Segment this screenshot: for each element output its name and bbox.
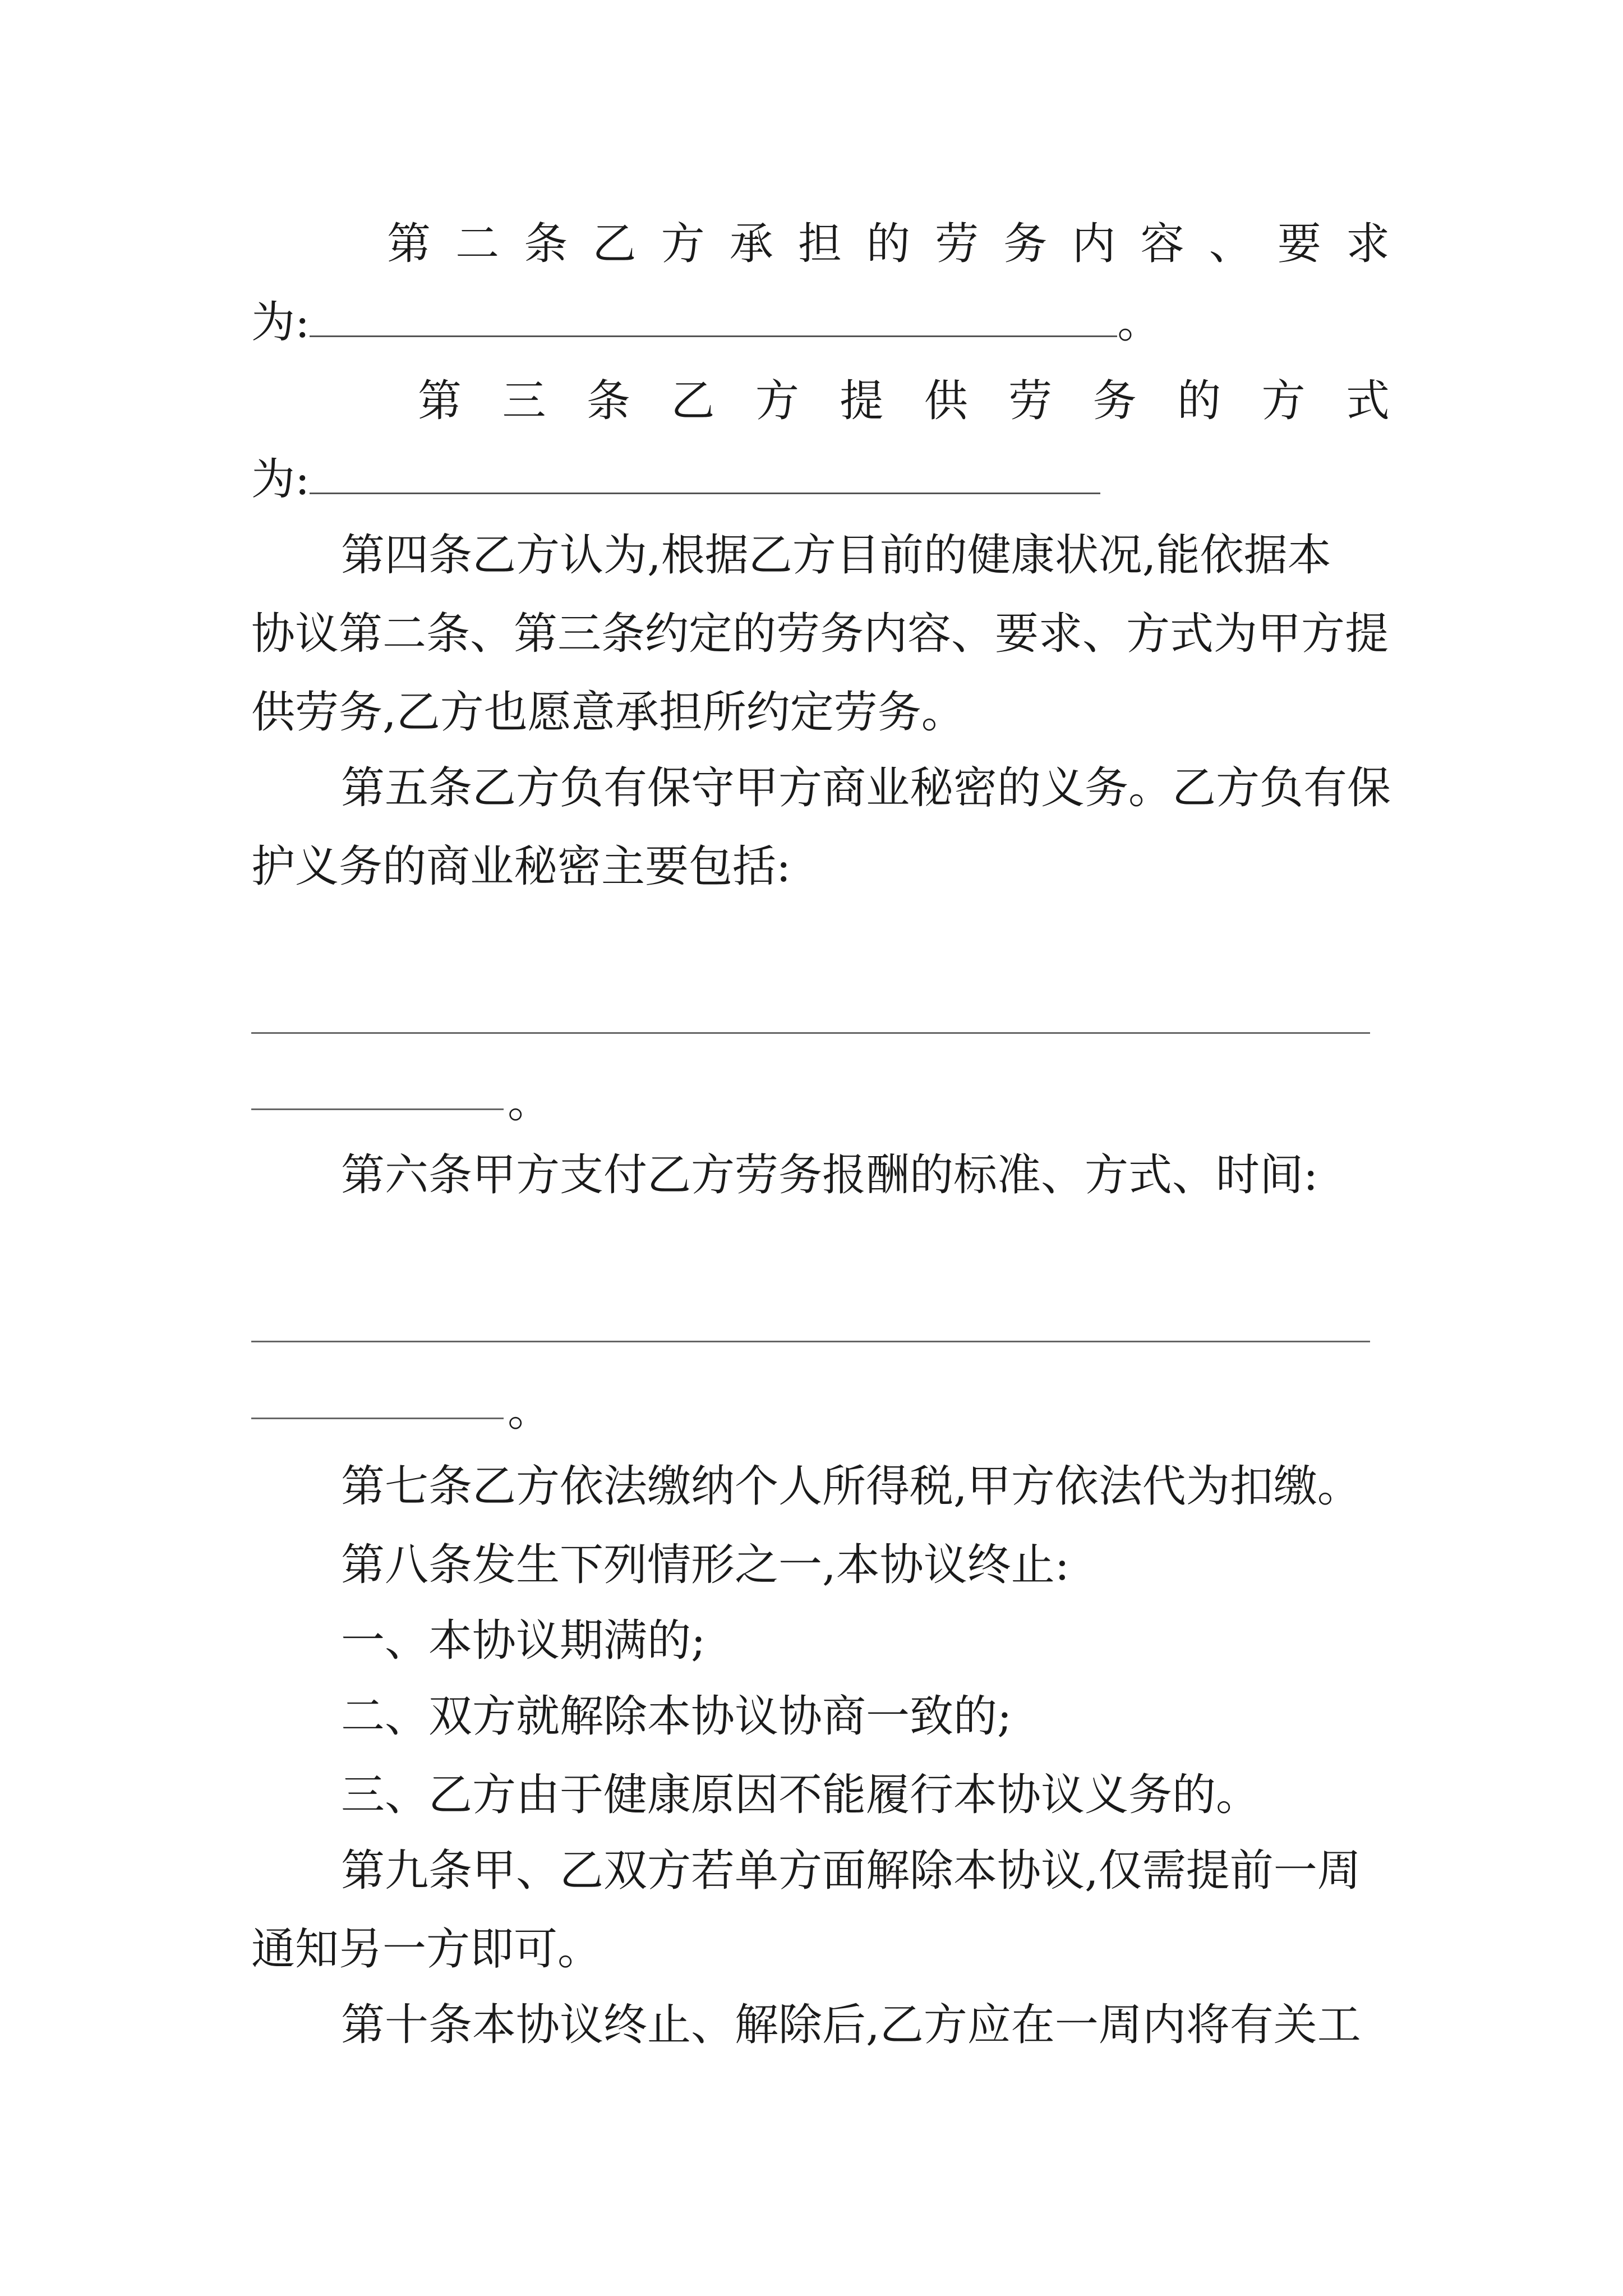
clause-2-line-2 — [251, 295, 1390, 351]
clause-5-blank-short[interactable] — [251, 1108, 504, 1110]
clause-6-blank-short[interactable] — [251, 1418, 504, 1419]
clause-7: 第七条乙方依法缴纳个人所得税,甲方依法代为扣缴。 — [341, 1461, 1361, 1512]
clause-2-line-1 — [387, 216, 1390, 272]
char: 条 — [524, 219, 568, 269]
clause-4-line-3: 供劳务,乙方也愿意承担所约定劳务。 — [251, 687, 965, 738]
clause-6-period: 。 — [508, 1386, 552, 1436]
clause-9-line-2: 通知另一方即可。 — [251, 1924, 602, 1975]
clause-9-line-1: 第九条甲、乙双方若单方面解除本协议,仅需提前一周 — [341, 1846, 1361, 1896]
clause-3-line-1 — [418, 373, 1390, 429]
clause-8-item-2: 二、双方就解除本协议协商一致的; — [341, 1691, 1012, 1742]
clause-4-line-2: 协议第二条、第三条约定的劳务内容、要求、方式为甲方提 — [251, 609, 1389, 659]
char: 担 — [797, 219, 842, 269]
char: 劳 — [1008, 376, 1053, 426]
clause-3-blank[interactable] — [310, 458, 1100, 494]
char: 、 — [1209, 219, 1253, 269]
clause-6-line-1: 第六条甲方支付乙方劳务报酬的标准、方式、时间: — [341, 1150, 1318, 1200]
char: 条 — [586, 376, 630, 426]
char: 的 — [1177, 376, 1221, 426]
char: 劳 — [935, 219, 979, 269]
char: 内 — [1072, 219, 1116, 269]
clause-2-prefix: 为: — [251, 297, 310, 348]
clause-10-line-1: 第十条本协议终止、解除后,乙方应在一周内将有关工 — [341, 2000, 1361, 2050]
char: 的 — [866, 219, 910, 269]
clause-5-period: 。 — [508, 1077, 552, 1128]
clause-8-item-3: 三、乙方由于健康原因不能履行本协议义务的。 — [341, 1770, 1260, 1820]
char: 供 — [924, 376, 968, 426]
clause-5-blank-line[interactable] — [251, 1032, 1370, 1034]
char: 务 — [1092, 376, 1137, 426]
clause-8: 第八条发生下列情形之一,本协议终止: — [341, 1540, 1070, 1590]
clause-5-line-1: 第五条乙方负有保守甲方商业秘密的义务。乙方负有保 — [341, 763, 1391, 813]
char: 乙 — [671, 376, 715, 426]
char: 要 — [1277, 219, 1321, 269]
char: 三 — [502, 376, 546, 426]
clause-5-line-2: 护义务的商业秘密主要包括: — [251, 841, 791, 892]
char: 方 — [755, 376, 799, 426]
clause-2-period: 。 — [1117, 297, 1161, 348]
clause-8-item-1: 一、本协议期满的; — [341, 1616, 706, 1666]
clause-3-prefix: 为: — [251, 454, 310, 505]
char: 式 — [1345, 376, 1390, 426]
char: 务 — [1003, 219, 1048, 269]
char: 方 — [1261, 376, 1306, 426]
char: 承 — [729, 219, 773, 269]
char: 二 — [455, 219, 500, 269]
char: 第 — [418, 376, 462, 426]
clause-2-blank[interactable] — [310, 301, 1117, 337]
char: 提 — [840, 376, 884, 426]
clause-3-line-2 — [251, 452, 1390, 508]
clause-4-line-1: 第四条乙方认为,根据乙方目前的健康状况,能依据本 — [341, 530, 1331, 581]
clause-6-blank-line[interactable] — [251, 1341, 1370, 1342]
char: 求 — [1345, 219, 1390, 269]
char: 第 — [387, 219, 431, 269]
char: 容 — [1140, 219, 1184, 269]
char: 方 — [661, 219, 705, 269]
char: 乙 — [592, 219, 637, 269]
